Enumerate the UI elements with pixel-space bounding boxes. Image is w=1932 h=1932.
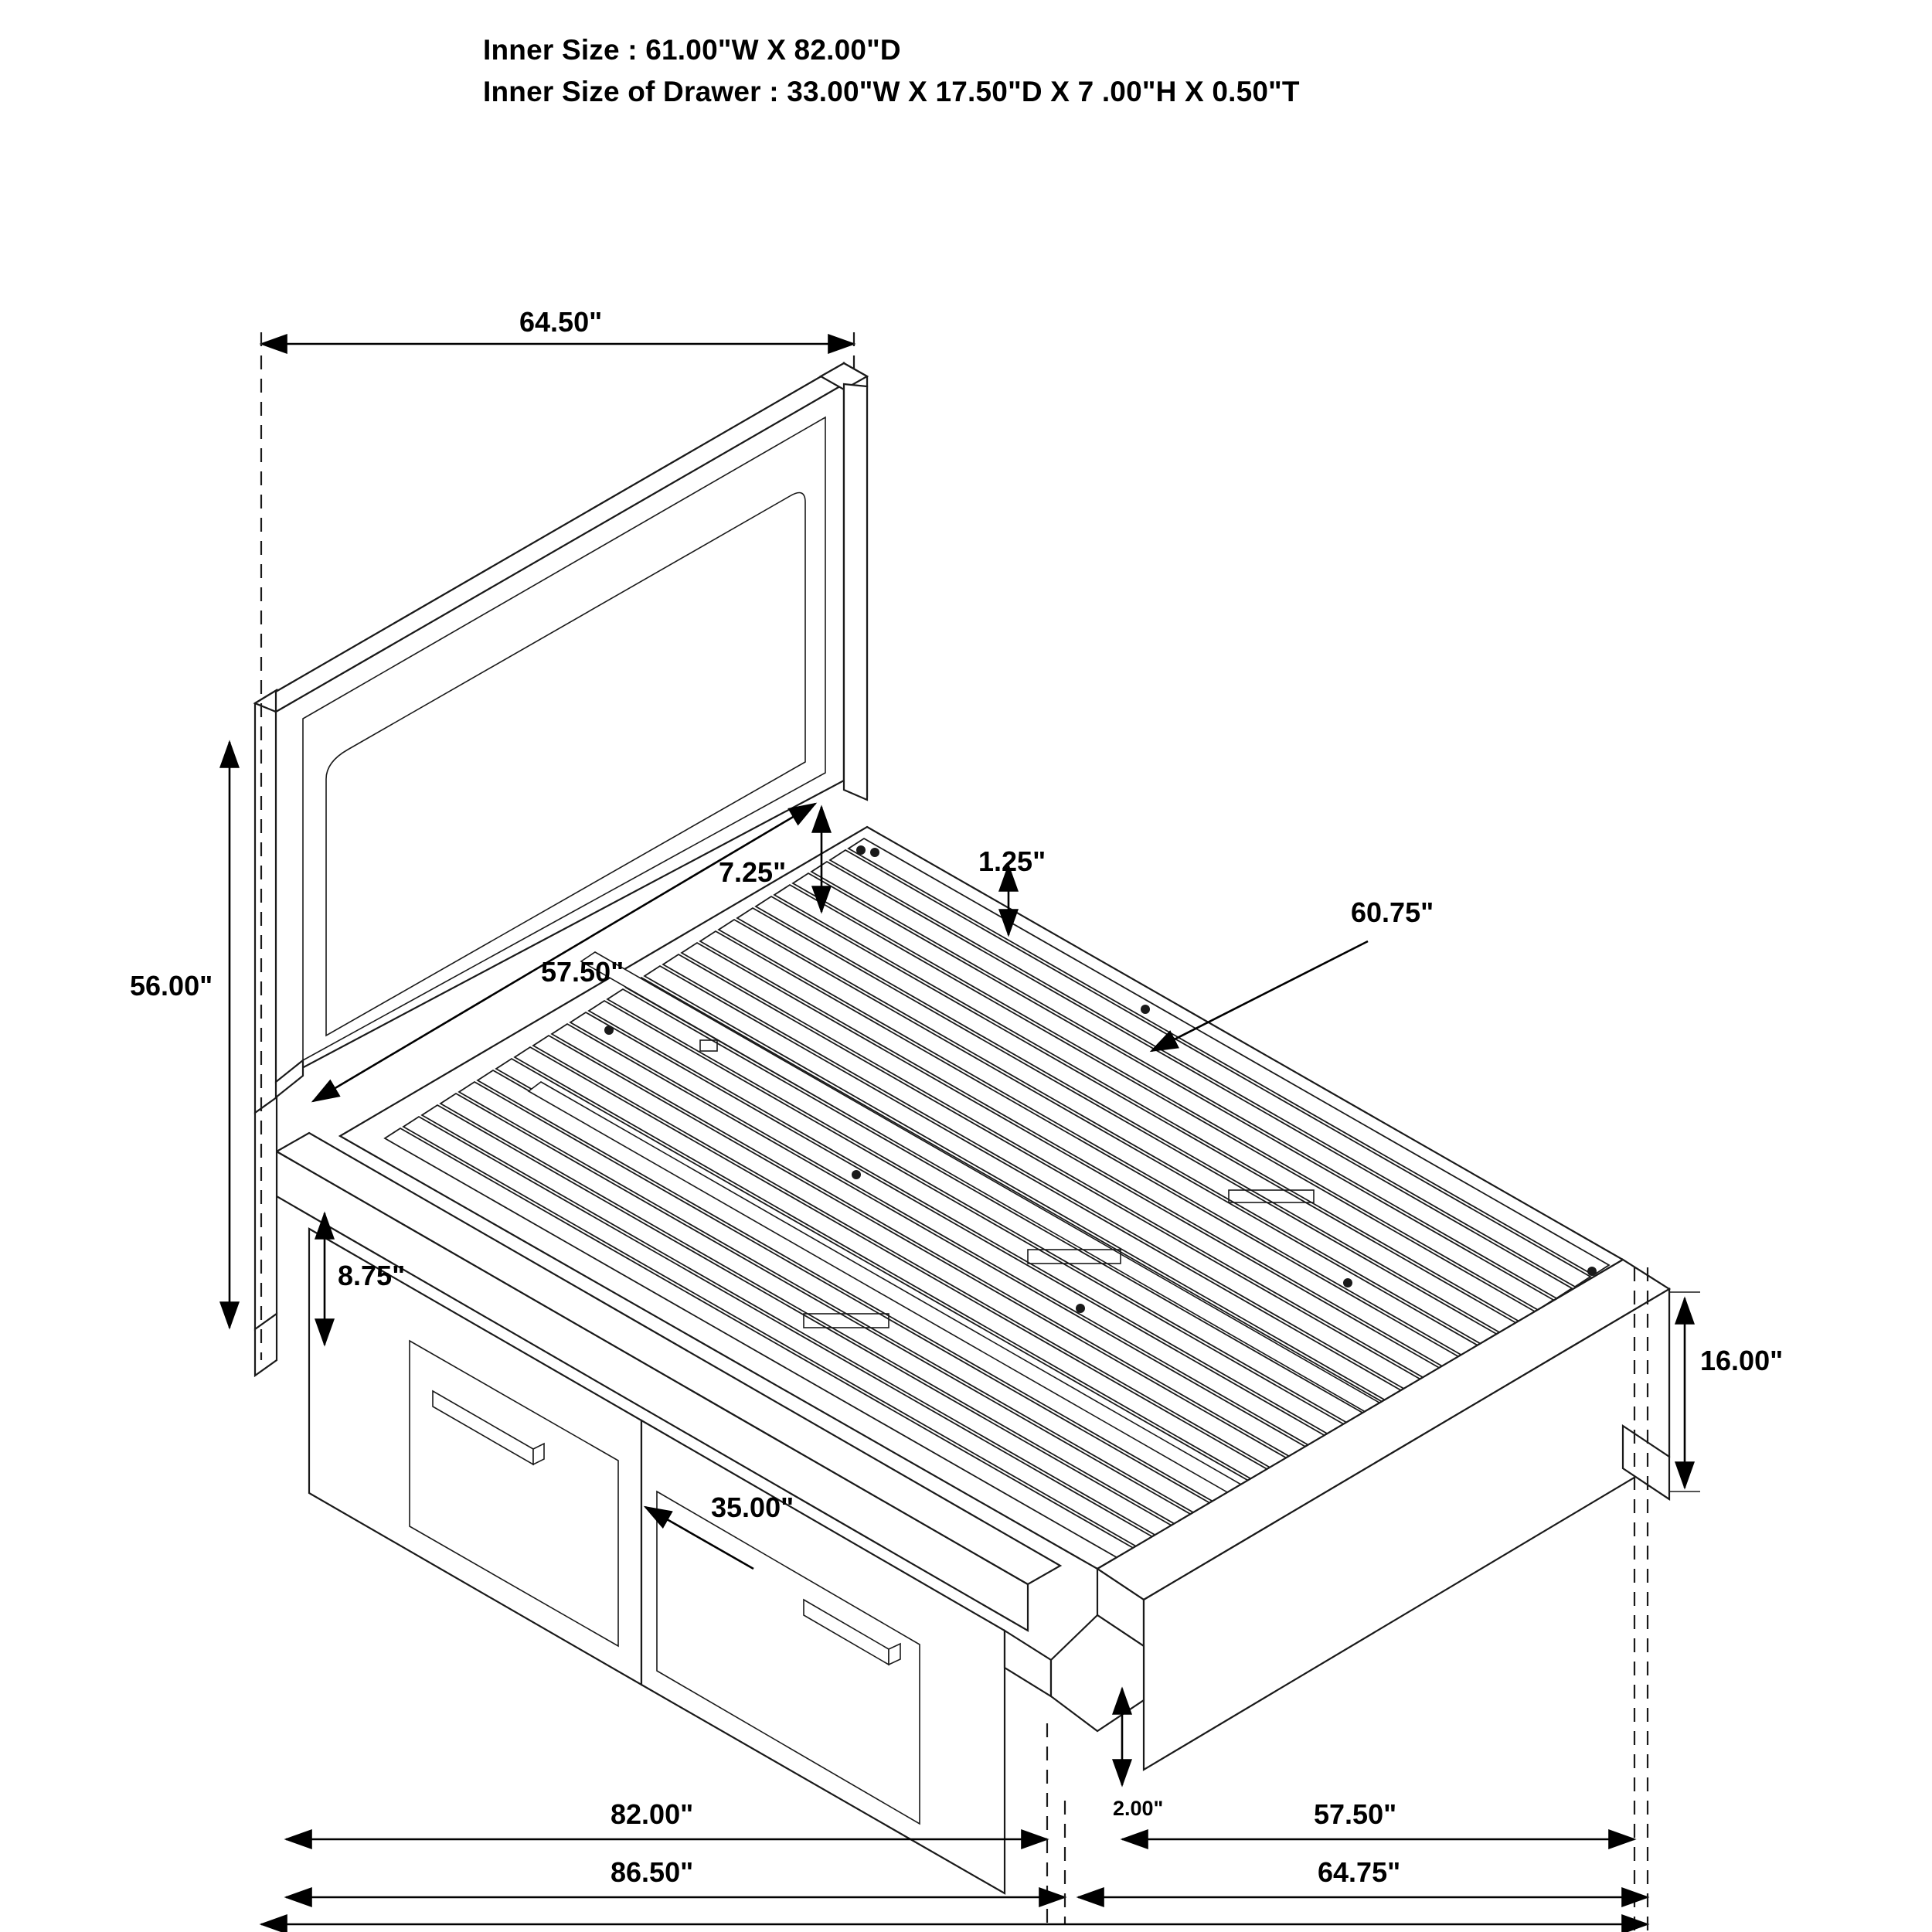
dim-overall-length: 86.50": [611, 1856, 694, 1888]
dim-bed-length-inner: 82.00": [611, 1798, 694, 1830]
inner-size-drawer-note: Inner Size of Drawer : 33.00"W X 17.50"D X 7 .00"H X 0.50"T: [483, 76, 1300, 107]
dim-bed-width-inner: 57.50": [1314, 1798, 1397, 1830]
dim-drawer-width: 35.00": [711, 1492, 794, 1523]
dim-overall-width: 64.75": [1318, 1856, 1401, 1888]
dim-foot-leg: 2.00": [1113, 1797, 1164, 1820]
dim-headboard-panel-width: 57.50": [541, 956, 624, 988]
dim-footboard-height: 16.00": [1700, 1345, 1784, 1376]
dim-deck-clearance: 8.75": [338, 1260, 406, 1291]
dim-slat-deck-width: 60.75": [1351, 896, 1434, 928]
dim-rail-thickness: 1.25": [978, 845, 1046, 877]
dim-headboard-width: 64.50": [519, 306, 603, 338]
inner-size-note: Inner Size : 61.00"W X 82.00"D: [483, 34, 901, 66]
dim-overall-height: 56.00": [130, 970, 213, 1002]
dim-headboard-panel-gap: 7.25": [719, 856, 787, 888]
